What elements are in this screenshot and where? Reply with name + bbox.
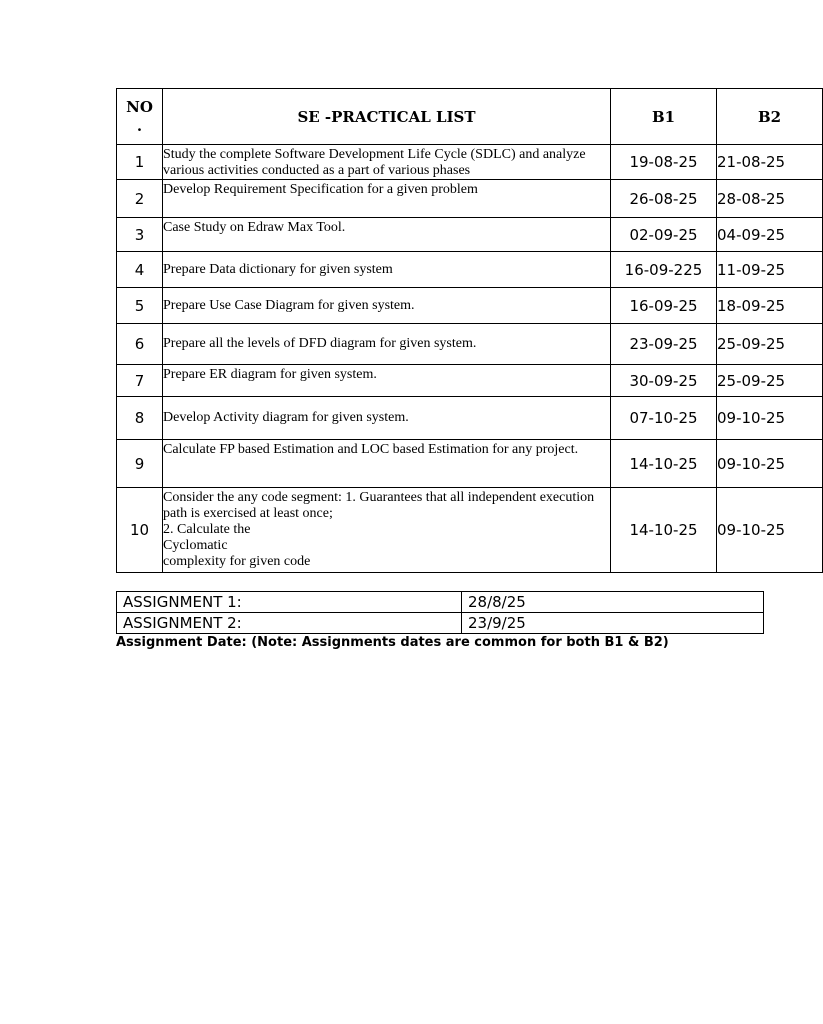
row-b1-date: 16-09-225 — [611, 252, 717, 288]
row-b1-date: 23-09-25 — [611, 324, 717, 365]
row-description-text: Develop Requirement Specification for a given problem — [163, 182, 478, 197]
assignment-label: ASSIGNMENT 2: — [117, 613, 462, 634]
row-b2-date: 09-10-25 — [717, 488, 823, 573]
row-description — [163, 180, 611, 218]
assignment-date: 23/9/25 — [462, 613, 764, 634]
practical-list-table — [116, 88, 823, 573]
row-description — [163, 218, 611, 252]
table-row — [117, 365, 823, 397]
row-b2-date: 21-08-25 — [717, 145, 823, 180]
row-description — [163, 252, 611, 288]
row-description-text: Study the complete Software Development Life Cycle (SDLC) and analyze various activities conducted as a part of various phases — [163, 147, 586, 178]
row-b2-date: 18-09-25 — [717, 288, 823, 324]
row-description-text: Prepare all the levels of DFD diagram for given system. — [163, 336, 477, 351]
header-title: SE -PRACTICAL LIST — [163, 89, 611, 145]
row-description-text: Develop Activity diagram for given system. — [163, 410, 409, 425]
row-b1-date: 02-09-25 — [611, 218, 717, 252]
header-b1: B1 — [611, 89, 717, 145]
row-b2-date: 28-08-25 — [717, 180, 823, 218]
row-b2-date: 09-10-25 — [717, 440, 823, 488]
row-b1-date: 26-08-25 — [611, 180, 717, 218]
assignment-note: Assignment Date: (Note: Assignments dates are common for both B1 & B2) — [116, 635, 669, 650]
row-description — [163, 440, 611, 488]
header-no-label: NO . — [126, 97, 153, 135]
row-b1-date: 14-10-25 — [611, 440, 717, 488]
header-b2: B2 — [717, 89, 823, 145]
row-b2-date: 04-09-25 — [717, 218, 823, 252]
row-number: 1 — [117, 145, 163, 180]
row-description — [163, 324, 611, 365]
row-number: 7 — [117, 365, 163, 397]
row-number: 5 — [117, 288, 163, 324]
row-number: 4 — [117, 252, 163, 288]
assignment-date: 28/8/25 — [462, 592, 764, 613]
row-number: 8 — [117, 397, 163, 440]
row-number: 9 — [117, 440, 163, 488]
row-b2-date: 25-09-25 — [717, 324, 823, 365]
row-description — [163, 488, 611, 573]
assignment-table — [116, 591, 764, 634]
row-description-text: Prepare ER diagram for given system. — [163, 367, 377, 382]
row-description — [163, 288, 611, 324]
row-b2-date: 11-09-25 — [717, 252, 823, 288]
table-row — [117, 145, 823, 180]
table-row — [117, 397, 823, 440]
row-b2-date: 09-10-25 — [717, 397, 823, 440]
table-row — [117, 180, 823, 218]
row-description-text: Prepare Data dictionary for given system — [163, 261, 393, 277]
row-description — [163, 145, 611, 180]
row-description-text: Case Study on Edraw Max Tool. — [163, 220, 346, 235]
assignment-label: ASSIGNMENT 1: — [117, 592, 462, 613]
row-b1-date: 19-08-25 — [611, 145, 717, 180]
row-description-text: Calculate FP based Estimation and LOC based Estimation for any project. — [163, 442, 579, 457]
row-number: 6 — [117, 324, 163, 365]
row-description-text: Consider the any code segment: 1. Guarantees that all independent execution path is exercised at least once; 2. Calculate the Cyclomatic complexity for given code — [163, 490, 595, 569]
header-no — [117, 89, 163, 145]
row-b1-date: 14-10-25 — [611, 488, 717, 573]
row-number: 10 — [117, 488, 163, 573]
table-row — [117, 218, 823, 252]
header-row — [117, 89, 823, 145]
table-row — [117, 288, 823, 324]
table-row — [117, 488, 823, 573]
table-row — [117, 324, 823, 365]
row-description — [163, 365, 611, 397]
assignment-row — [117, 592, 764, 613]
row-b1-date: 07-10-25 — [611, 397, 717, 440]
row-description — [163, 397, 611, 440]
assignment-row — [117, 613, 764, 634]
table-row — [117, 252, 823, 288]
table-row — [117, 440, 823, 488]
row-b1-date: 16-09-25 — [611, 288, 717, 324]
row-description-text: Prepare Use Case Diagram for given system. — [163, 297, 415, 313]
row-number: 2 — [117, 180, 163, 218]
row-b1-date: 30-09-25 — [611, 365, 717, 397]
row-number: 3 — [117, 218, 163, 252]
row-b2-date: 25-09-25 — [717, 365, 823, 397]
